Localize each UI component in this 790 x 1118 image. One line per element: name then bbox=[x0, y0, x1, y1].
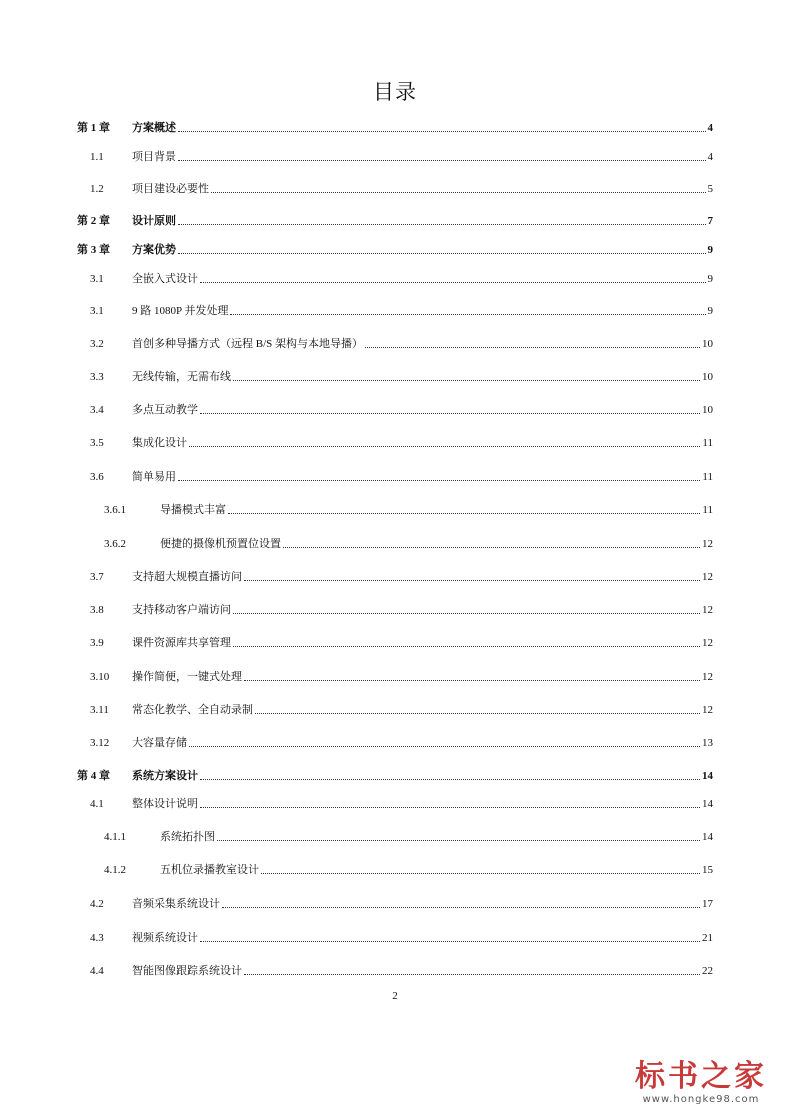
toc-section-entry[interactable] bbox=[77, 300, 713, 318]
toc-entry-page: 12 bbox=[702, 671, 713, 683]
toc-dot-leader bbox=[217, 840, 700, 841]
toc-entry-title: 大容量存储 bbox=[132, 737, 187, 749]
toc-entry-number: 4.4 bbox=[90, 965, 104, 977]
toc-section-entry[interactable] bbox=[77, 666, 713, 684]
toc-entry-number: 3.2 bbox=[90, 338, 104, 350]
toc-entry-page: 9 bbox=[707, 305, 713, 317]
toc-entry-title: 五机位录播教室设计 bbox=[160, 864, 259, 876]
toc-entry-title: 支持移动客户端访问 bbox=[132, 604, 231, 616]
toc-section-entry[interactable] bbox=[77, 333, 713, 351]
toc-entry-title: 集成化设计 bbox=[132, 437, 187, 449]
toc-entry-page: 9 bbox=[707, 244, 713, 256]
toc-section-entry[interactable] bbox=[77, 268, 713, 286]
toc-entry-number: 4.2 bbox=[90, 898, 104, 910]
toc-entry-page: 14 bbox=[702, 831, 713, 843]
toc-entry-number: 第 4 章 bbox=[77, 770, 110, 782]
toc-entry-page: 10 bbox=[702, 338, 713, 350]
watermark-title: 标书之家 bbox=[635, 1059, 767, 1094]
toc-section-entry[interactable] bbox=[77, 632, 713, 650]
toc-entry-title: 简单易用 bbox=[132, 471, 176, 483]
toc-entry-title: 音频采集系统设计 bbox=[132, 898, 220, 910]
toc-entry-page: 13 bbox=[702, 737, 713, 749]
toc-dot-leader bbox=[244, 580, 700, 581]
toc-entry-number: 3.1 bbox=[90, 305, 104, 317]
toc-entry-number: 3.10 bbox=[90, 671, 110, 683]
toc-entry-number: 第 3 章 bbox=[77, 244, 110, 256]
toc-entry-number: 3.5 bbox=[90, 437, 104, 449]
toc-section-entry[interactable] bbox=[77, 599, 713, 617]
toc-dot-leader bbox=[200, 779, 700, 780]
toc-dot-leader bbox=[233, 613, 700, 614]
toc-dot-leader bbox=[178, 480, 700, 481]
toc-entry-page: 21 bbox=[702, 932, 713, 944]
toc-entry-page: 15 bbox=[702, 864, 713, 876]
toc-dot-leader bbox=[261, 873, 700, 874]
toc-section-entry[interactable] bbox=[77, 432, 713, 450]
toc-chapter-entry[interactable] bbox=[77, 117, 713, 135]
toc-entry-title: 多点互动教学 bbox=[132, 404, 198, 416]
toc-entry-title: 整体设计说明 bbox=[132, 798, 198, 810]
toc-entry-title: 导播模式丰富 bbox=[160, 504, 226, 516]
toc-dot-leader bbox=[244, 974, 700, 975]
toc-dot-leader bbox=[255, 713, 700, 714]
toc-entry-number: 3.9 bbox=[90, 637, 104, 649]
toc-dot-leader bbox=[178, 224, 706, 225]
toc-entry-page: 12 bbox=[702, 538, 713, 550]
toc-entry-title: 方案概述 bbox=[132, 122, 176, 134]
toc-entry-number: 3.11 bbox=[90, 704, 109, 716]
toc-section-entry[interactable] bbox=[77, 466, 713, 484]
toc-dot-leader bbox=[211, 192, 706, 193]
toc-entry-title: 便捷的摄像机预置位设置 bbox=[160, 538, 281, 550]
toc-entry-page: 11 bbox=[702, 471, 713, 483]
toc-entry-number: 3.6 bbox=[90, 471, 104, 483]
toc-subsection-entry[interactable] bbox=[77, 499, 713, 517]
toc-entry-title: 视频系统设计 bbox=[132, 932, 198, 944]
toc-entry-number: 3.8 bbox=[90, 604, 104, 616]
toc-entry-page: 9 bbox=[707, 273, 713, 285]
toc-entry-number: 3.7 bbox=[90, 571, 104, 583]
toc-dot-leader bbox=[178, 131, 706, 132]
toc-entry-number: 3.12 bbox=[90, 737, 110, 749]
toc-section-entry[interactable] bbox=[77, 793, 713, 811]
toc-entry-page: 4 bbox=[707, 122, 713, 134]
toc-section-entry[interactable] bbox=[77, 927, 713, 945]
toc-entry-page: 5 bbox=[707, 183, 713, 195]
toc-entry-title: 设计原则 bbox=[132, 215, 176, 227]
toc-section-entry[interactable] bbox=[77, 146, 713, 164]
toc-entry-title: 项目背景 bbox=[132, 151, 176, 163]
toc-dot-leader bbox=[365, 347, 700, 348]
toc-subsection-entry[interactable] bbox=[77, 533, 713, 551]
toc-dot-leader bbox=[189, 446, 700, 447]
watermark-logo bbox=[626, 1060, 776, 1106]
toc-entry-page: 14 bbox=[702, 798, 713, 810]
toc-dot-leader bbox=[178, 253, 706, 254]
toc-chapter-entry[interactable] bbox=[77, 239, 713, 257]
toc-entry-page: 4 bbox=[707, 151, 713, 163]
toc-chapter-entry[interactable] bbox=[77, 210, 713, 228]
page-number: 2 bbox=[392, 990, 398, 1002]
toc-entry-number: 4.3 bbox=[90, 932, 104, 944]
toc-section-entry[interactable] bbox=[77, 566, 713, 584]
toc-entry-number: 4.1 bbox=[90, 798, 104, 810]
toc-entry-title: 智能图像跟踪系统设计 bbox=[132, 965, 242, 977]
toc-entry-number: 3.4 bbox=[90, 404, 104, 416]
toc-entry-title: 全嵌入式设计 bbox=[132, 273, 198, 285]
toc-entry-page: 7 bbox=[707, 215, 713, 227]
toc-entry-number: 4.1.1 bbox=[104, 831, 126, 843]
toc-entry-page: 11 bbox=[702, 504, 713, 516]
toc-entry-page: 10 bbox=[702, 371, 713, 383]
toc-entry-number: 3.6.2 bbox=[104, 538, 126, 550]
toc-dot-leader bbox=[189, 746, 700, 747]
toc-dot-leader bbox=[228, 513, 700, 514]
toc-entry-page: 14 bbox=[702, 770, 713, 782]
toc-entry-title: 项目建设必要性 bbox=[132, 183, 209, 195]
toc-dot-leader bbox=[200, 413, 700, 414]
toc-entry-number: 3.1 bbox=[90, 273, 104, 285]
toc-section-entry[interactable] bbox=[77, 732, 713, 750]
toc-section-entry[interactable] bbox=[77, 960, 713, 978]
toc-entry-title: 无线传输，无需布线 bbox=[132, 371, 231, 383]
toc-entry-number: 第 2 章 bbox=[77, 215, 110, 227]
toc-dot-leader bbox=[283, 547, 700, 548]
toc-entry-title: 系统方案设计 bbox=[132, 770, 198, 782]
toc-subsection-entry[interactable] bbox=[77, 826, 713, 844]
toc-entry-page: 11 bbox=[702, 437, 713, 449]
toc-dot-leader bbox=[222, 907, 700, 908]
toc-section-entry[interactable] bbox=[77, 366, 713, 384]
toc-entry-page: 12 bbox=[702, 604, 713, 616]
toc-dot-leader bbox=[233, 646, 700, 647]
watermark-url: www.hongke98.com bbox=[642, 1094, 760, 1105]
toc-entry-title: 课件资源库共享管理 bbox=[132, 637, 231, 649]
toc-dot-leader bbox=[244, 680, 700, 681]
toc-entry-title: 首创多种导播方式（远程 B/S 架构与本地导播） bbox=[132, 338, 364, 350]
toc-entry-number: 3.3 bbox=[90, 371, 104, 383]
toc-entry-page: 12 bbox=[702, 637, 713, 649]
toc-entry-title: 操作简便，一键式处理 bbox=[132, 671, 242, 683]
toc-entry-page: 22 bbox=[702, 965, 713, 977]
toc-entry-number: 第 1 章 bbox=[77, 122, 110, 134]
toc-section-entry[interactable] bbox=[77, 699, 713, 717]
toc-dot-leader bbox=[200, 807, 700, 808]
toc-dot-leader bbox=[178, 160, 706, 161]
toc-section-entry[interactable] bbox=[77, 178, 713, 196]
toc-dot-leader bbox=[200, 282, 706, 283]
toc-chapter-entry[interactable] bbox=[77, 765, 713, 783]
toc-entry-page: 17 bbox=[702, 898, 713, 910]
toc-dot-leader bbox=[200, 941, 700, 942]
toc-dot-leader bbox=[233, 380, 700, 381]
toc-entry-number: 1.1 bbox=[90, 151, 104, 163]
toc-subsection-entry[interactable] bbox=[77, 859, 713, 877]
toc-entry-page: 12 bbox=[702, 571, 713, 583]
toc-title: 目录 bbox=[373, 80, 417, 104]
toc-entry-title: 9 路 1080P 并发处理 bbox=[132, 305, 229, 317]
toc-entry-page: 12 bbox=[702, 704, 713, 716]
toc-entry-number: 4.1.2 bbox=[104, 864, 126, 876]
toc-entry-page: 10 bbox=[702, 404, 713, 416]
toc-entry-title: 方案优势 bbox=[132, 244, 176, 256]
toc-entry-title: 系统拓扑图 bbox=[160, 831, 215, 843]
toc-entry-title: 支持超大规模直播访问 bbox=[132, 571, 242, 583]
toc-section-entry[interactable] bbox=[77, 893, 713, 911]
toc-dot-leader bbox=[230, 314, 705, 315]
toc-entry-number: 3.6.1 bbox=[104, 504, 126, 516]
toc-entry-title: 常态化教学、全自动录制 bbox=[132, 704, 253, 716]
toc-entry-number: 1.2 bbox=[90, 183, 104, 195]
toc-section-entry[interactable] bbox=[77, 399, 713, 417]
